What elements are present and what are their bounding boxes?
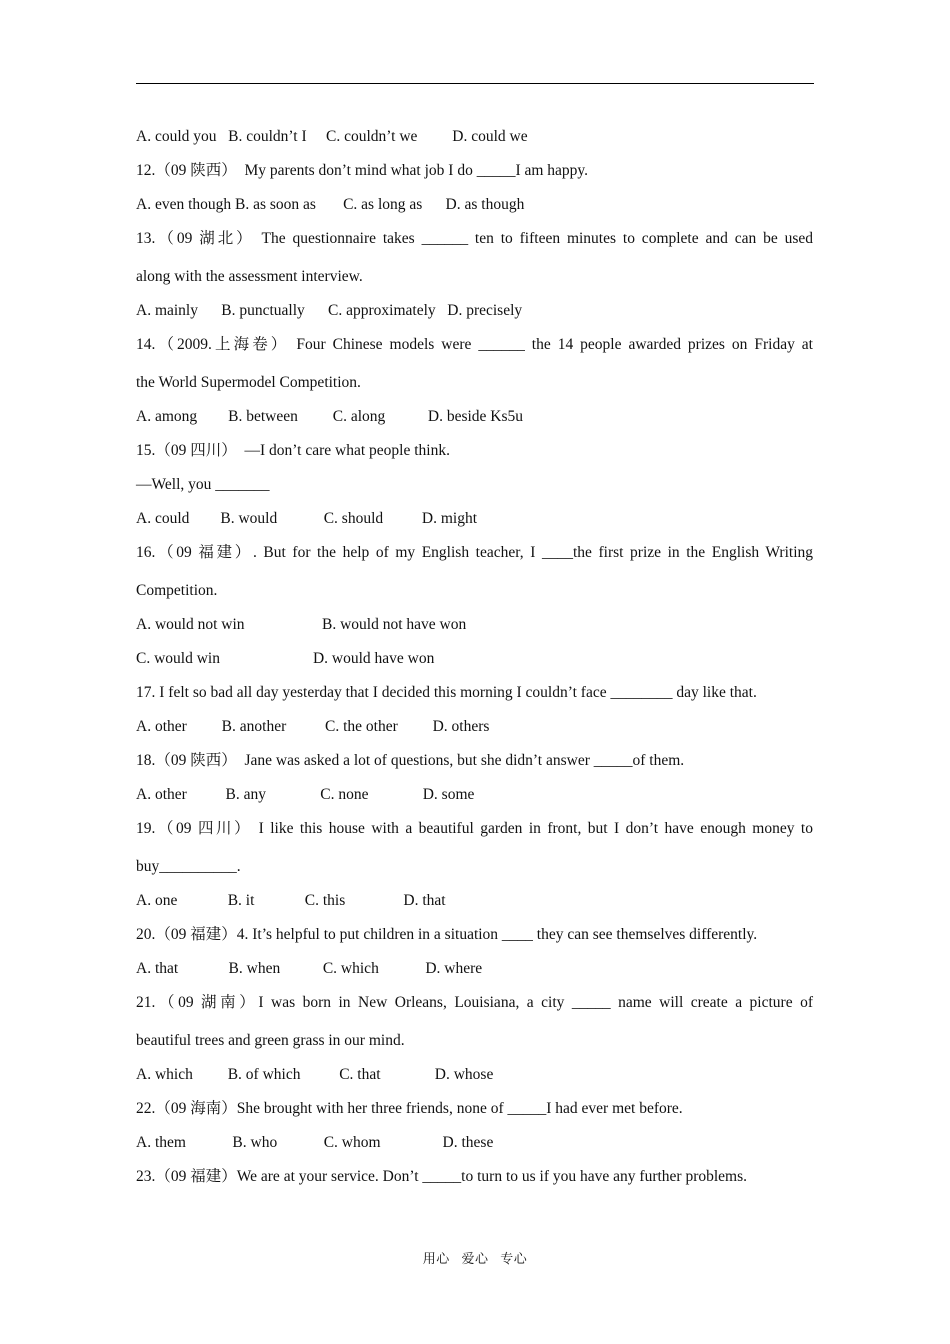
text-line: A. them B. who C. whom D. these	[136, 1134, 494, 1151]
text-line: 21.（09 湖南）I was born in New Orleans, Louisiana, a city _____ name will create a picture of	[136, 994, 813, 1011]
text-line: 15.（09 四川） —I don’t care what people think.	[136, 442, 450, 459]
text-line: 23.（09 福建）We are at your service. Don’t _____to turn to us if you have any further problems.	[136, 1168, 748, 1185]
text-line: A. even though B. as soon as C. as long as D. as though	[136, 196, 525, 213]
text-line: A. one B. it C. this D. that	[136, 892, 446, 909]
text-line: A. other B. another C. the other D. others	[136, 718, 490, 735]
text-line: A. could B. would C. should D. might	[136, 510, 478, 527]
text-line: A. which B. of which C. that D. whose	[136, 1066, 494, 1083]
text-line: C. would win D. would have won	[136, 650, 435, 667]
text-line: 13.（09 湖北） The questionnaire takes ______ ten to fifteen minutes to complete and can be used	[136, 230, 813, 247]
text-line: A. that B. when C. which D. where	[136, 960, 483, 977]
text-line: A. among B. between C. along D. beside Ks5u	[136, 408, 524, 425]
text-line: A. mainly B. punctually C. approximately D. precisely	[136, 302, 523, 319]
text-line: 17. I felt so bad all day yesterday that I decided this morning I couldn’t face ________ day like that.	[136, 684, 757, 701]
text-line: buy__________.	[136, 858, 241, 875]
text-line: beautiful trees and green grass in our mind.	[136, 1032, 405, 1049]
text-line: 22.（09 海南）She brought with her three friends, none of _____I had ever met before.	[136, 1100, 683, 1117]
text-line: 18.（09 陕西） Jane was asked a lot of questions, but she didn’t answer _____of them.	[136, 752, 685, 769]
text-line: 14.（2009.上海卷） Four Chinese models were ______ the 14 people awarded prizes on Friday at	[136, 336, 813, 353]
text-line: 12.（09 陕西） My parents don’t mind what job I do _____I am happy.	[136, 162, 589, 179]
text-line: the World Supermodel Competition.	[136, 374, 361, 391]
text-line: 20.（09 福建）4. It’s helpful to put children in a situation ____ they can see themselves differently.	[136, 926, 758, 943]
text-line: —Well, you _______	[136, 476, 270, 493]
text-line: A. would not win B. would not have won	[136, 616, 467, 633]
header-rule	[136, 83, 814, 84]
text-line: 16.（09 福建）. But for the help of my English teacher, I ____the first prize in the English Writing	[136, 544, 813, 561]
text-line: A. other B. any C. none D. some	[136, 786, 475, 803]
text-line: 19.（09 四川） I like this house with a beautiful garden in front, but I don’t have enough money to	[136, 820, 813, 837]
text-line: A. could you B. couldn’t I C. couldn’t we D. could we	[136, 128, 528, 145]
text-line: Competition.	[136, 582, 218, 599]
text-line: along with the assessment interview.	[136, 268, 363, 285]
page-footer: 用心 爱心 专心	[422, 1251, 528, 1266]
